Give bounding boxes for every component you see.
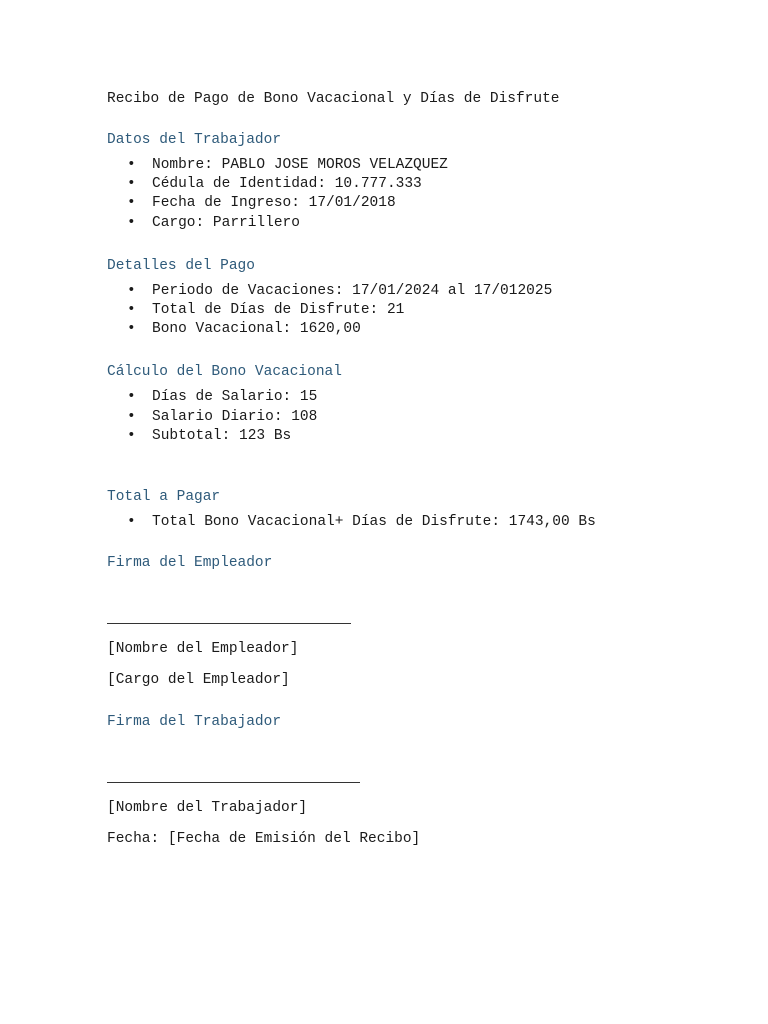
bullet-icon: • bbox=[127, 214, 136, 231]
list-item bbox=[107, 427, 727, 446]
payment-details-list bbox=[107, 282, 727, 340]
list-item bbox=[107, 175, 727, 194]
worker-data-list bbox=[107, 156, 727, 233]
bonus-calculation-heading: Cálculo del Bono Vacacional bbox=[107, 364, 342, 381]
worker-name: Nombre: PABLO JOSE MOROS VELAZQUEZ bbox=[152, 157, 448, 173]
salary-days: Días de Salario: 15 bbox=[152, 389, 318, 406]
list-item bbox=[107, 194, 727, 213]
total-list bbox=[107, 513, 727, 532]
subtotal: Subtotal: 123 Bs bbox=[152, 427, 292, 444]
employer-signature-line bbox=[107, 623, 351, 624]
list-item bbox=[107, 513, 727, 532]
worker-id: Cédula de Identidad: 10.777.333 bbox=[152, 176, 422, 193]
list-item bbox=[107, 301, 727, 320]
worker-data-heading: Datos del Trabajador bbox=[107, 132, 282, 148]
signature-space bbox=[107, 738, 727, 782]
bullet-icon: • bbox=[127, 176, 136, 193]
list-item bbox=[107, 388, 727, 407]
employer-signature-heading: Firma del Empleador bbox=[107, 555, 273, 572]
worker-position: Cargo: Parrillero bbox=[152, 214, 300, 231]
list-item bbox=[107, 214, 727, 233]
vacation-period: Periodo de Vacaciones: 17/01/2024 al 17/012025 bbox=[152, 282, 553, 299]
bullet-icon: • bbox=[127, 302, 136, 319]
bullet-icon: • bbox=[127, 408, 136, 425]
bullet-icon: • bbox=[127, 427, 136, 444]
worker-signature-heading: Firma del Trabajador bbox=[107, 714, 282, 731]
payment-details-heading: Detalles del Pago bbox=[107, 257, 255, 274]
signature-space bbox=[107, 579, 727, 623]
bullet-icon: • bbox=[127, 321, 136, 338]
bullet-icon: • bbox=[127, 195, 136, 212]
worker-name-placeholder: [Nombre del Trabajador] bbox=[107, 800, 308, 817]
bonus-calculation-list bbox=[107, 388, 727, 446]
bullet-icon: • bbox=[127, 157, 136, 173]
worker-signature-line bbox=[107, 782, 360, 783]
list-item bbox=[107, 156, 727, 175]
worker-start-date: Fecha de Ingreso: 17/01/2018 bbox=[152, 195, 396, 212]
daily-salary: Salario Diario: 108 bbox=[152, 408, 318, 425]
list-item bbox=[107, 408, 727, 427]
document-title: Recibo de Pago de Bono Vacacional y Días de Disfrute bbox=[107, 91, 560, 107]
bullet-icon: • bbox=[127, 389, 136, 406]
receipt-document bbox=[107, 90, 727, 861]
issue-date: Fecha: [Fecha de Emisión del Recibo] bbox=[107, 831, 421, 848]
employer-name: [Nombre del Empleador] bbox=[107, 641, 299, 658]
bullet-icon: • bbox=[127, 514, 136, 531]
employer-position: [Cargo del Empleador] bbox=[107, 672, 290, 689]
bullet-icon: • bbox=[127, 282, 136, 299]
total-heading: Total a Pagar bbox=[107, 489, 221, 506]
list-item bbox=[107, 320, 727, 339]
section-spacer bbox=[107, 446, 727, 488]
total-amount: Total Bono Vacacional+ Días de Disfrute: 1743,00 Bs bbox=[152, 514, 596, 531]
vacation-bonus: Bono Vacacional: 1620,00 bbox=[152, 321, 361, 338]
total-enjoyment-days: Total de Días de Disfrute: 21 bbox=[152, 302, 405, 319]
list-item bbox=[107, 282, 727, 301]
